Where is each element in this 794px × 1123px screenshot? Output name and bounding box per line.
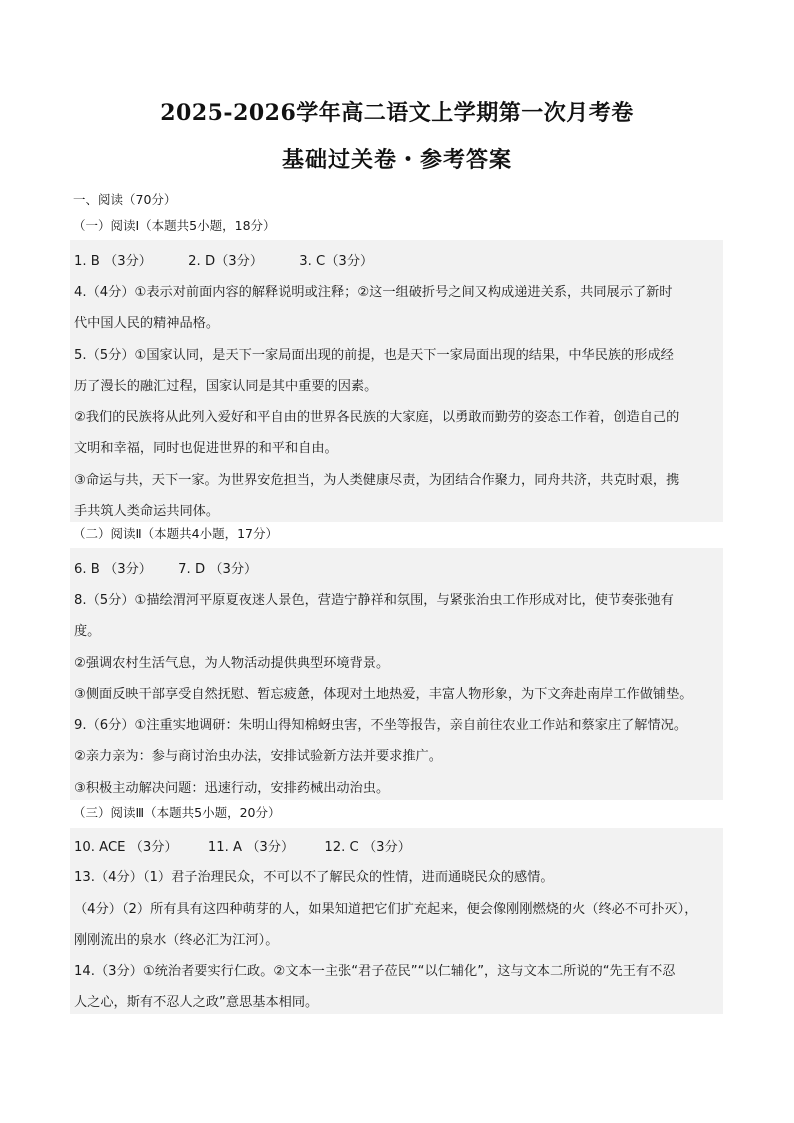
answer-line: 9.（6分）①注重实地调研：朱明山得知棉蚜虫害，不坐等报告，亲自前往农业工作站和蔡家庄了解情况。 (74, 718, 688, 733)
answer-block-3 (70, 828, 723, 1014)
answer-line: 度。 (74, 624, 101, 639)
part-heading: 一、阅读（70分） (73, 192, 177, 207)
answer-line: 历了漫长的融汇过程，国家认同是其中重要的因素。 (74, 379, 378, 394)
answer-line: 5.（5分）①国家认同，是天下一家局面出现的前提，也是天下一家局面出现的结果，中华民族的形成经 (74, 348, 674, 363)
section-heading-2: （二）阅读Ⅱ（本题共4小题，17分） (73, 526, 279, 541)
answer-line: 人之心，斯有不忍人之政”意思基本相同。 (74, 995, 319, 1010)
answer-line: ③命运与共，天下一家。为世界安危担当，为人类健康尽责，为团结合作聚力，同舟共济，共克时艰，携 (74, 473, 680, 488)
answer-line: 8.（5分）①描绘渭河平原夏夜迷人景色，营造宁静祥和氛围，与紧张治虫工作形成对比，使节奏张弛有 (74, 593, 674, 608)
page-title: 2025-2026学年高二语文上学期第一次月考卷 (160, 100, 634, 126)
answer-3: 3. C（3分） (299, 254, 374, 269)
mcq-answers-2 (74, 558, 257, 577)
answer-line: 代中国人民的精神品格。 (74, 316, 220, 331)
answer-line: 4.（4分）①表示对前面内容的解释说明或注释；②这一组破折号之间又构成递进关系，共同展示了新时 (74, 285, 673, 300)
answer-line: （4分）（2）所有具有这四种萌芽的人，如果知道把它们扩充起来，便会像刚刚燃烧的火（终必不可扑灭）， (74, 902, 698, 917)
answer-line: ③侧面反映干部享受自然抚慰、暂忘疲惫，体现对土地热爱，丰富人物形象，为下文奔赴南岸工作做铺垫。 (74, 687, 693, 702)
answer-line: ②亲力亲为：参与商讨治虫办法，安排试验新方法并要求推广。 (74, 749, 442, 764)
answer-7: 7. D （3分） (178, 562, 258, 577)
section-heading-3: （三）阅读Ⅲ（本题共5小题，20分） (73, 805, 281, 820)
answer-11: 11. A （3分） (207, 840, 295, 855)
answer-line: 13.（4分）（1）君子治理民众，不可以不了解民众的性情，进而通晓民众的感情。 (74, 870, 554, 885)
answer-line: 14.（3分）①统治者要实行仁政。②文本一主张“君子莅民”“以仁辅化”，这与文本二所说的“先王有不忍 (74, 964, 676, 979)
page-subtitle: 基础过关卷・参考答案 (281, 147, 512, 173)
answer-line: 手共筑人类命运共同体。 (74, 504, 220, 519)
answer-6: 6. B （3分） (74, 562, 152, 577)
answer-2: 2. D（3分） (188, 254, 264, 269)
answer-line: 刚刚流出的泉水（终必汇为江河）。 (74, 933, 279, 948)
answer-12: 12. C （3分） (324, 840, 411, 855)
mcq-answers-1 (74, 250, 373, 269)
answer-1: 1. B （3分） (74, 254, 152, 269)
answer-line: ②我们的民族将从此列入爱好和平自由的世界各民族的大家庭，以勇敢而勤劳的姿态工作着，创造自己的 (74, 410, 680, 425)
answer-block-1 (70, 240, 723, 522)
answer-block-2 (70, 548, 723, 800)
answer-line: ③积极主动解决问题：迅速行动，安排药械出动治虫。 (74, 781, 390, 796)
answer-10: 10. ACE （3分） (74, 840, 178, 855)
section-heading-1: （一）阅读Ⅰ（本题共5小题，18分） (73, 218, 276, 233)
answer-line: ②强调农村生活气息，为人物活动提供典型环境背景。 (74, 656, 390, 671)
answer-line: 文明和幸福，同时也促进世界的和平和自由。 (74, 441, 338, 456)
mcq-answers-3 (74, 836, 411, 855)
